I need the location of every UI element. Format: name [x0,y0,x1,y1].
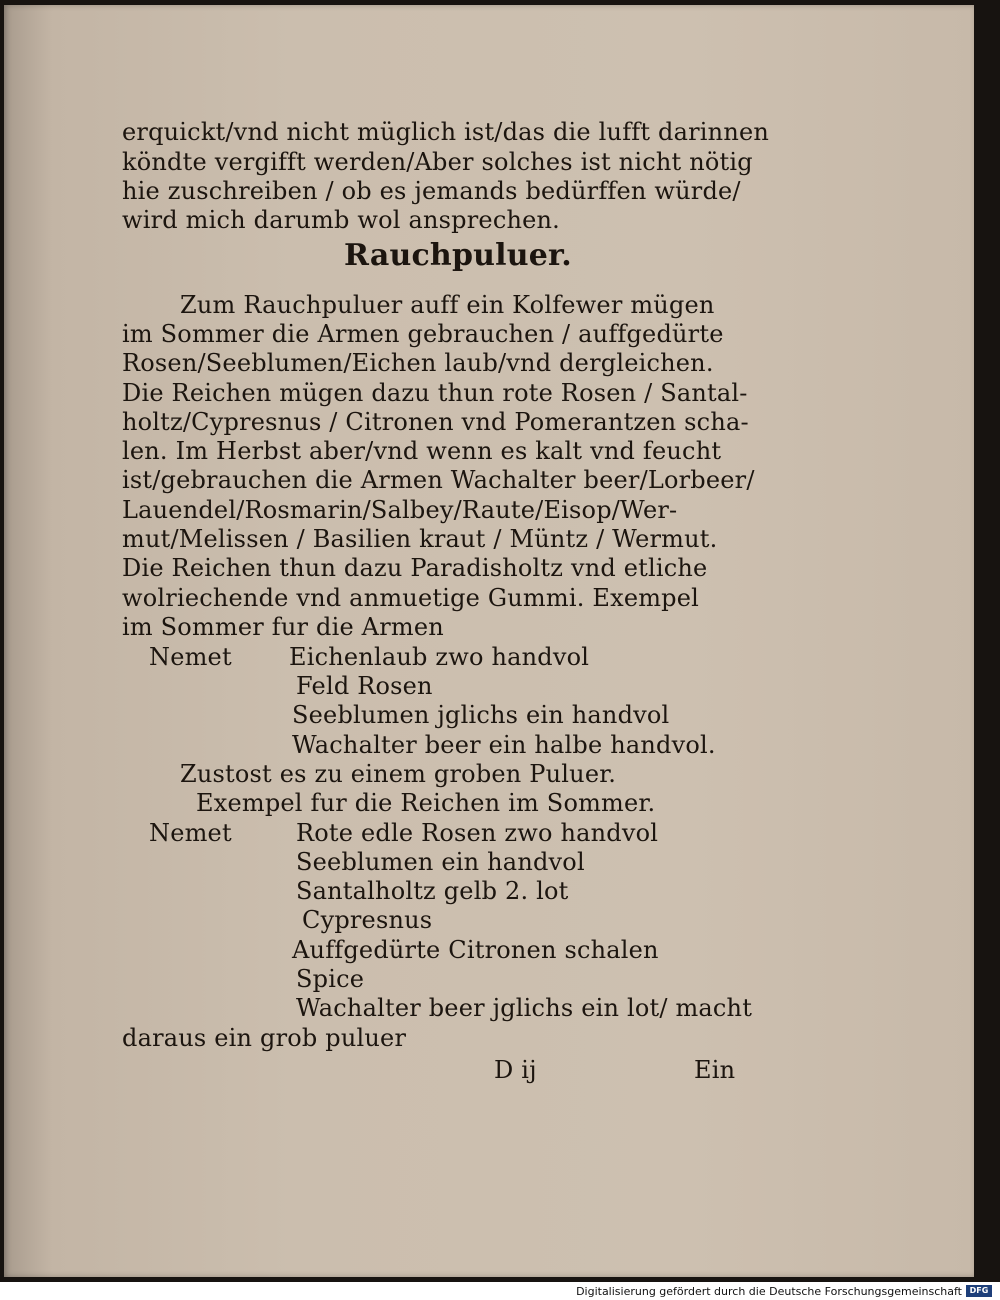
text-line: ist/gebrauchen die Armen Wachalter beer/Lorbeer/ [122,466,755,494]
recipe-label: Nemet [149,819,232,847]
ingredient-line: Cypresnus [302,906,433,934]
text-line: Rosen/Seeblumen/Eichen laub/vnd dergleichen. [122,349,714,377]
ingredient-line: Seeblumen ein handvol [296,848,585,876]
footer-bar [0,1282,1000,1300]
text-line: im Sommer die Armen gebrauchen / auffgedürte [122,320,724,348]
text-line: holtz/Cypresnus / Citronen vnd Pomerantzen scha- [122,408,749,436]
ingredient-line: Eichenlaub zwo handvol [289,643,590,671]
ingredient-line: Seeblumen jglichs ein handvol [292,701,670,729]
text-line: len. Im Herbst aber/vnd wenn es kalt vnd feucht [122,437,722,465]
text-line: köndte vergifft werden/Aber solches ist nicht nötig [122,148,753,176]
text-line: Zum Rauchpuluer auff ein Kolfewer mügen [180,291,715,319]
ingredient-line: Spice [296,965,365,993]
section-heading: Rauchpuluer. [344,238,572,273]
text-line: wolriechende vnd anmuetige Gummi. Exempel [122,584,700,612]
text-line: Exempel fur die Reichen im Sommer. [196,789,656,817]
text-line: Lauendel/Rosmarin/Salbey/Raute/Eisop/Wer- [122,496,678,524]
ingredient-line: Wachalter beer jglichs ein lot/ macht [296,994,753,1022]
ingredient-line: Santalholtz gelb 2. lot [296,877,569,905]
ingredient-line: Rote edle Rosen zwo handvol [296,819,659,847]
text-line: Die Reichen mügen dazu thun rote Rosen / Santal- [122,379,748,407]
recipe-label: Nemet [149,643,232,671]
funding-credit: Digitalisierung gefördert durch die Deutsche Forschungsgemeinschaft [576,1285,962,1298]
text-line: mut/Melissen / Basilien kraut / Müntz / Wermut. [122,525,718,553]
text-line: daraus ein grob puluer [122,1024,407,1052]
catchword: Ein [694,1056,736,1084]
text-line: wird mich darumb wol ansprechen. [122,206,561,234]
text-line: Die Reichen thun dazu Paradisholtz vnd etliche [122,554,708,582]
text-line: im Sommer fur die Armen [122,613,444,641]
ingredient-line: Feld Rosen [296,672,433,700]
text-line: hie zuschreiben / ob es jemands bedürffen würde/ [122,177,741,205]
text-line: erquickt/vnd nicht müglich ist/das die lufft darinnen [122,118,770,146]
text-line: Zustost es zu einem groben Puluer. [180,760,617,788]
signature-mark: D ij [494,1056,537,1084]
book-page [4,5,974,1277]
ingredient-line: Wachalter beer ein halbe handvol. [292,731,716,759]
page-text [4,5,974,1277]
ingredient-line: Auffgedürte Citronen schalen [292,936,659,964]
dfg-logo: DFG [966,1285,992,1297]
